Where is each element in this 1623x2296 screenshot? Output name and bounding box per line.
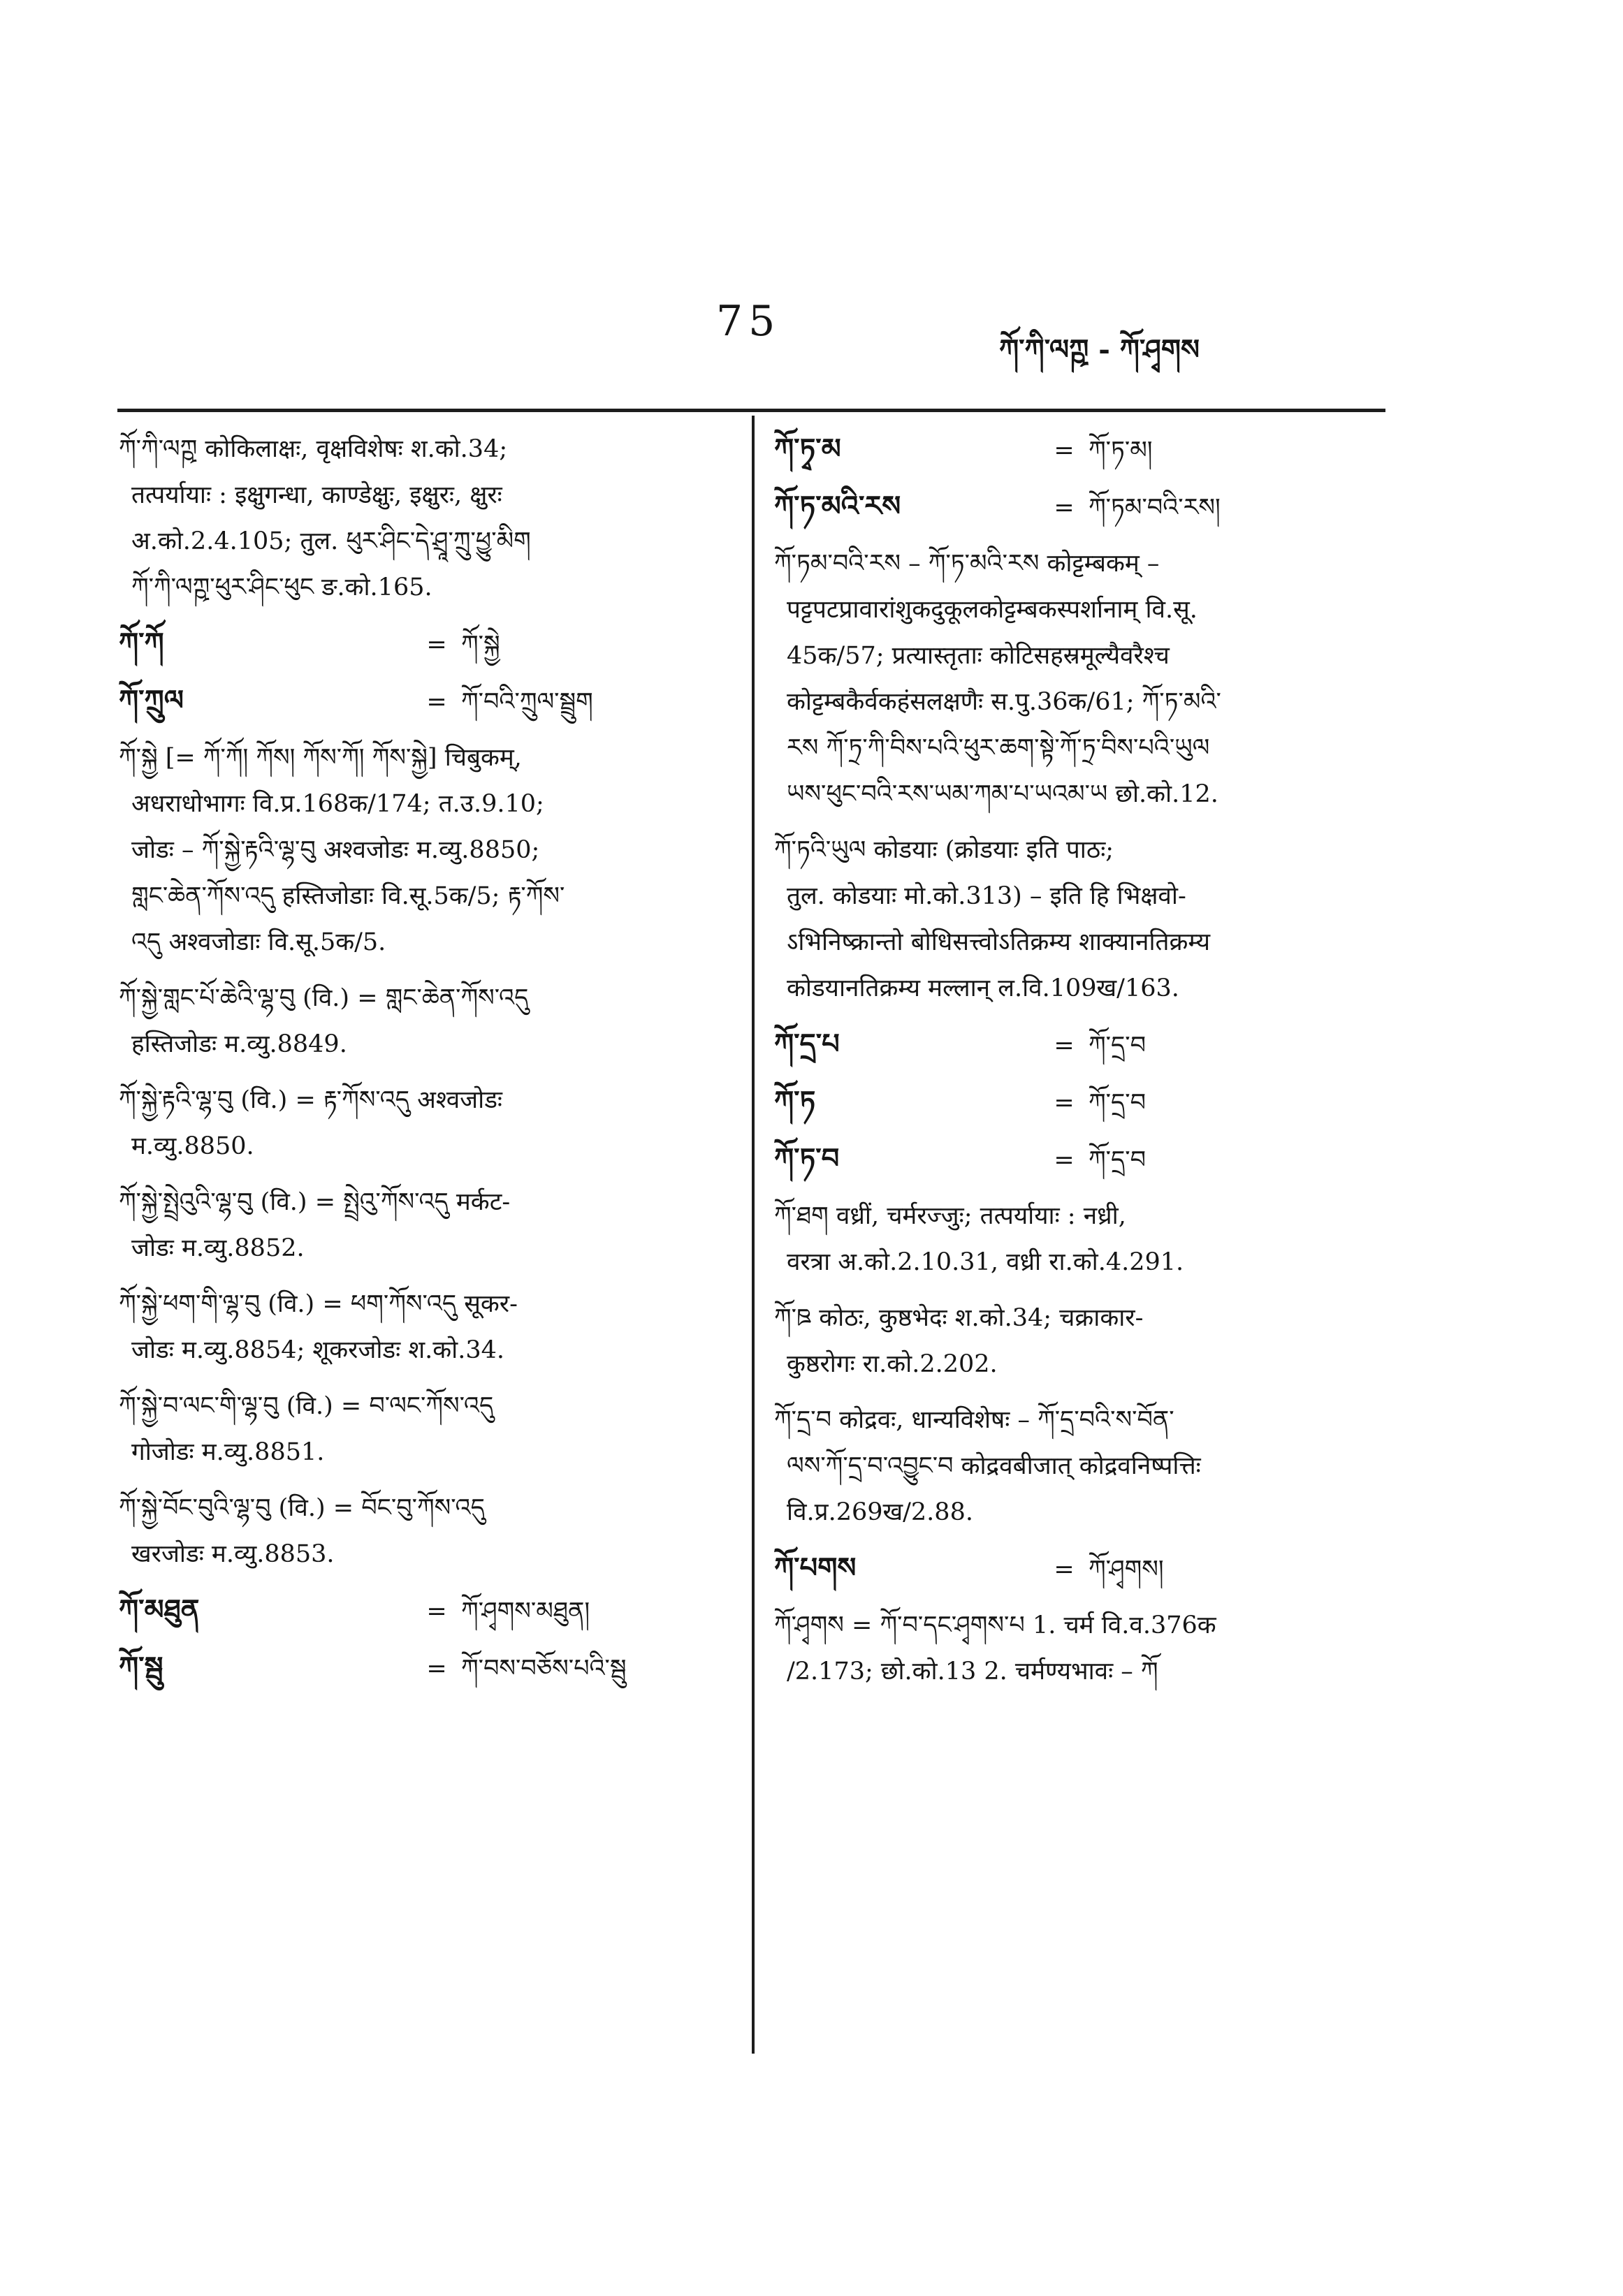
cross-reference-entry bbox=[119, 678, 727, 725]
dictionary-entry bbox=[119, 735, 727, 965]
entry-line: वि.प्र.269ख/2.88. bbox=[787, 1498, 973, 1526]
entry-line: ཀོ་སྐྱེ་བ་ལང་གི་ལྷ་བུ (वि.) = བ་ལང་ཀོས་འདུ bbox=[119, 1392, 494, 1420]
dictionary-entry bbox=[119, 426, 727, 610]
running-head: ཀོ་ཀི་ལཀྵ - ཀོ་ཤྭགས bbox=[999, 333, 1200, 366]
headword: ཀོ་ཀོ bbox=[119, 627, 164, 659]
entry-line: कोडयानतिक्रम्य मल्लान् ल.वि.109ख/163. bbox=[787, 974, 1179, 1002]
entry-line: འདུ अश्वजोडाः वि.सू.5क/5. bbox=[131, 928, 386, 956]
entry-line: जोडः म.व्यु.8854; शूकरजोडः श.को.34. bbox=[131, 1336, 505, 1364]
dictionary-entry bbox=[774, 1193, 1385, 1285]
dictionary-entry bbox=[119, 1383, 727, 1475]
entry-line: अ.को.2.4.105; तुल. ཕུར་ཤིང་དེ་ཤྲཱ་ཀྲུ་ཕྱུ་མིག bbox=[131, 527, 531, 555]
entry-line: ཀོ་ཏའི་ཡུལ कोडयाः (क्रोडयाः इति पाठः; bbox=[774, 836, 1114, 864]
reference-target: ཀོ་བའི་ཀྲུལ་སྦྲུག bbox=[461, 688, 593, 716]
cross-reference-entry bbox=[774, 1545, 1385, 1593]
entry-line: 45क/57; प्रत्यास्तृताः कोटिसहस्रमूल्यैवरैश्च bbox=[787, 642, 1170, 670]
entry-line: ལས་ཀོ་དྲ་བ་འབྱུང་བ कोद्रवबीजात् कोद्रवनिष्पत्तिः bbox=[787, 1452, 1201, 1480]
entry-line: अधराधोभागः वि.प्र.168क/174; त.उ.9.10; bbox=[131, 790, 544, 818]
column-divider bbox=[752, 416, 755, 2054]
dictionary-entry bbox=[774, 1397, 1385, 1535]
cross-reference-entry bbox=[774, 1136, 1385, 1183]
entry-line: ཀོ་སྐྱེ་སྤྲེའུའི་ལྷ་བུ (वि.) = སྤྲེའུ་ཀོས་འདུ मर्कट- bbox=[119, 1188, 511, 1216]
headword: ཀོ་ཏ་བ bbox=[774, 1142, 840, 1175]
reference-target: ཀོ་ཏམ་བའི་རས། bbox=[1089, 494, 1221, 522]
entry-line: तत्पर्यायाः : इक्षुगन्धा, काण्डेक्षुः, इक्षुरः, क्षुरः bbox=[131, 481, 502, 509]
entry-line: ཀོ་སྐྱེ [= ཀོ་ཀོ། ཀོས། ཀོས་ཀོ། ཀོས་སྐྱེ] चिबुकम्, bbox=[119, 744, 522, 772]
entry-line: རས ཀོ་ཏྲ་ཀི་བིས་པའི་ཕུར་ཆག་སྟེ་ཀོ་ཏྲ་བིས་པའི་ཡུལ bbox=[787, 734, 1210, 762]
dictionary-entry bbox=[774, 1602, 1385, 1695]
dictionary-entry bbox=[119, 1281, 727, 1373]
entry-line: /2.173; छो.को.13 2. चर्मण्यभावः – ཀོ bbox=[787, 1658, 1158, 1686]
entry-line: गोजोडः म.व्यु.8851. bbox=[131, 1438, 325, 1466]
dictionary-entry bbox=[119, 975, 727, 1067]
entry-line: वरत्रा अ.को.2.10.31, वध्री रा.को.4.291. bbox=[787, 1248, 1184, 1276]
entry-line: ཀོ་ཏམ་བའི་རས – ཀོ་ཏ་མའི་རས कोट्टम्बकम् – bbox=[774, 550, 1160, 578]
reference-target: ཀོ་བས་བཅོས་པའི་སྦུ bbox=[461, 1655, 627, 1683]
reference-target: ཀོ་ཏ་མ། bbox=[1089, 437, 1153, 465]
entry-line: ཀོ་སྐྱེ་རྟའི་ལྷ་བུ (वि.) = རྟ་ཀོས་འདུ अश्वजोडः bbox=[119, 1086, 502, 1114]
equals-sign: = bbox=[426, 631, 447, 659]
equals-sign: = bbox=[1054, 1089, 1075, 1117]
equals-sign: = bbox=[426, 688, 447, 716]
equals-sign: = bbox=[1054, 494, 1075, 522]
equals-sign: = bbox=[1054, 437, 1075, 465]
headword: ཀོ་མཐུན bbox=[119, 1593, 200, 1626]
entry-line: ཀོ་སྐྱེ་བོང་བུའི་ལྷ་བུ (वि.) = བོང་བུ་ཀོས་འདུ bbox=[119, 1494, 485, 1522]
headword: ཀོ་དྲ་པ bbox=[774, 1028, 840, 1060]
cross-reference-entry bbox=[119, 620, 727, 668]
entry-line: पट्टपटप्रावारांशुकदुकूलकोट्टम्बकस्पर्शानाम् वि.सू. bbox=[787, 596, 1198, 624]
reference-target: ཀོ་ཤྭགས། bbox=[1089, 1556, 1164, 1584]
headword: ཀོ་ཏ་མའི་རས bbox=[774, 490, 901, 522]
left-column bbox=[119, 426, 727, 1702]
entry-line: ཀོ་དྲ་བ कोद्रवः, धान्यविशेषः – ཀོ་དྲ་བའི་ས་བོན་ bbox=[774, 1406, 1174, 1434]
entry-line: कोट्टम्बकैर्वकहंसलक्षणैः स.पु.36क/61; ཀོ་ཏ་མའི་ bbox=[787, 688, 1221, 716]
dictionary-entry bbox=[774, 1295, 1385, 1387]
headword: ཀོ་ཏྭ་མ bbox=[774, 432, 841, 465]
entry-line: ऽभिनिष्क्रान्तो बोधिसत्त्वोऽतिक्रम्य शाक्यानतिक्रम्य bbox=[787, 928, 1211, 956]
cross-reference-entry bbox=[774, 483, 1385, 531]
entry-line: ཀོ་སྐྱེ་གླང་པོ་ཆེའི་ལྷ་བུ (वि.) = གླང་ཆེན་ཀོས་འདུ bbox=[119, 984, 529, 1012]
entry-line: གླང་ཆེན་ཀོས་འདུ हस्तिजोडाः वि.सू.5क/5; རྟ་ཀོས་ bbox=[131, 882, 565, 910]
equals-sign: = bbox=[1054, 1556, 1075, 1584]
entry-line: कुष्ठरोगः रा.को.2.202. bbox=[787, 1350, 998, 1378]
dictionary-entry bbox=[119, 1485, 727, 1577]
dictionary-entry bbox=[119, 1077, 727, 1169]
page-number: 75 bbox=[716, 297, 781, 346]
equals-sign: = bbox=[426, 1655, 447, 1683]
entry-line: जोडः – ཀོ་སྐྱེ་རྟའི་ལྷ་བུ अश्वजोडः म.व्यु.8850; bbox=[131, 836, 540, 864]
cross-reference-entry bbox=[119, 1644, 727, 1692]
dictionary-entry bbox=[774, 827, 1385, 1011]
entry-line: ཀོ་ཀི་ལཀྵ་ཕུར་ཤིང་ཕུང ङ.को.165. bbox=[131, 573, 432, 601]
equals-sign: = bbox=[426, 1597, 447, 1625]
entry-line: ཀོ་ཐག वध्रीं, चर्मरज्जुः; तत्पर्यायाः : नध्री, bbox=[774, 1202, 1126, 1230]
entry-line: ཀོ་ཀི་ལཀྵ कोकिलाक्षः, वृक्षविशेषः श.को.34; bbox=[119, 435, 508, 463]
entry-line: खरजोडः म.व्यु.8853. bbox=[131, 1540, 335, 1568]
reference-target: ཀོ་དྲ་བ bbox=[1089, 1089, 1147, 1117]
right-column bbox=[774, 426, 1385, 1704]
reference-target: ཀོ་སྐྱེ bbox=[461, 631, 500, 659]
reference-target: ཀོ་དྲ་བ bbox=[1089, 1146, 1147, 1174]
headword: ཀོ་ཀྲུལ bbox=[119, 684, 184, 717]
entry-line: ཀོ་སྐྱེ་ཕག་གི་ལྷ་བུ (वि.) = ཕག་ཀོས་འདུ सूकर- bbox=[119, 1290, 518, 1318]
equals-sign: = bbox=[1054, 1146, 1075, 1174]
entry-line: तुल. कोडयाः मो.को.313) – इति हि भिक्षवो- bbox=[787, 882, 1186, 910]
cross-reference-entry bbox=[774, 1078, 1385, 1126]
reference-target: ཀོ་དྲ་བ bbox=[1089, 1032, 1147, 1060]
entry-line: जोडः म.व्यु.8852. bbox=[131, 1234, 305, 1262]
cross-reference-entry bbox=[774, 1021, 1385, 1069]
cross-reference-entry bbox=[119, 1587, 727, 1635]
headword: ཀོ་པགས bbox=[774, 1551, 857, 1584]
entry-line: ཀོ་ཋ कोठः, कुष्ठभेदः श.को.34; चक्राकार- bbox=[774, 1304, 1144, 1332]
headword: ཀོ་སྦུ bbox=[119, 1651, 163, 1683]
entry-line: ཡས་ཕུང་བའི་རས་ཡམ་ཀམ་པ་ཡའམ་ཡ छो.को.12. bbox=[787, 780, 1218, 808]
reference-target: ཀོ་ཤྭགས་མཐུན། bbox=[461, 1597, 590, 1625]
cross-reference-entry bbox=[774, 426, 1385, 474]
entry-line: ཀོ་ཤྭགས = ཀོ་བ་དང་ཤྭགས་པ 1. चर्म वि.व.376क bbox=[774, 1611, 1216, 1639]
entry-line: म.व्यु.8850. bbox=[131, 1132, 254, 1160]
dictionary-entry bbox=[119, 1179, 727, 1271]
equals-sign: = bbox=[1054, 1032, 1075, 1060]
header-rule bbox=[117, 409, 1385, 412]
entry-line: हस्तिजोडः म.व्यु.8849. bbox=[131, 1030, 347, 1058]
dictionary-entry bbox=[774, 541, 1385, 817]
headword: ཀོ་ཏ bbox=[774, 1085, 816, 1118]
